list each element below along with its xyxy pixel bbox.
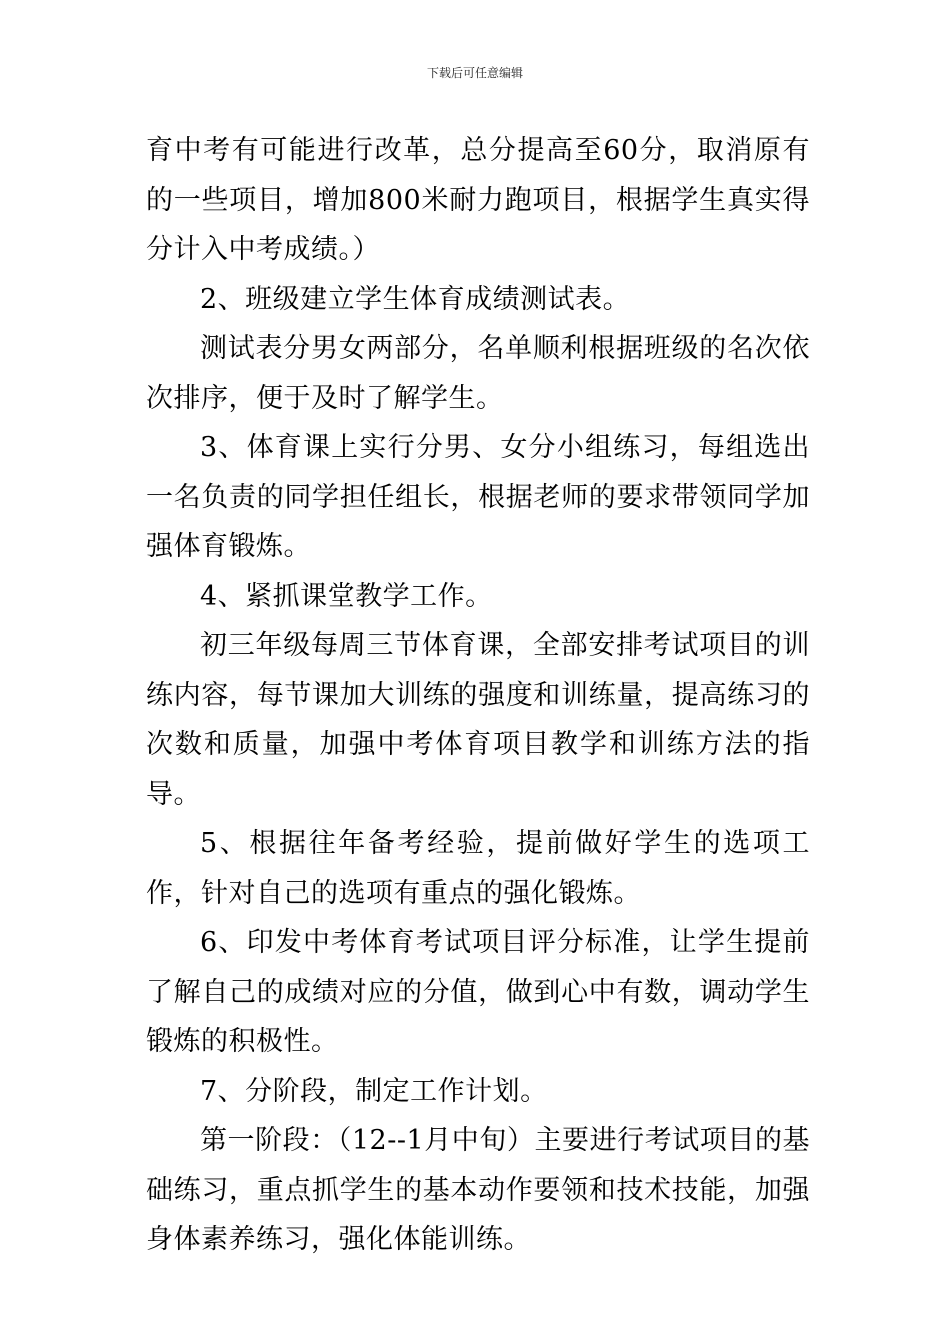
page-header: 下载后可任意编辑: [426, 66, 523, 80]
paragraph-item-2: 2、班级建立学生体育成绩测试表。: [200, 283, 631, 315]
paragraph-stage-one: 第一阶段：（12--1月中旬）主要进行考试项目的基础练习，重点抓学生的基本动作要领和技术技能，加强身体素养练习，强化体能训练。: [146, 1125, 810, 1255]
paragraph-item-7: 7、分阶段，制定工作计划。: [200, 1075, 548, 1107]
paragraph-item-4: 4、紧抓课堂教学工作。: [200, 580, 493, 612]
paragraph-item-2-detail: 测试表分男女两部分，名单顺利根据班级的名次依次排序，便于及时了解学生。: [146, 333, 810, 414]
paragraph-item-4-detail: 初三年级每周三节体育课，全部安排考试项目的训练内容，每节课加大训练的强度和训练量，提高练习的次数和质量，加强中考体育项目教学和训练方法的指导。: [146, 630, 810, 810]
paragraph-item-6: 6、印发中考体育考试项目评分标准，让学生提前了解自己的成绩对应的分值，做到心中有数，调动学生锻炼的积极性。: [146, 927, 810, 1057]
paragraph-continuation: 育中考有可能进行改革，总分提高至60分，取消原有的一些项目，增加800米耐力跑项目，根据学生真实得分计入中考成绩。）: [146, 135, 810, 265]
paragraph-item-3: 3、体育课上实行分男、女分小组练习，每组选出一名负责的同学担任组长，根据老师的要求带领同学加强体育锻炼。: [146, 432, 810, 562]
document-body: [146, 126, 810, 1265]
paragraph-item-5: 5、根据往年备考经验，提前做好学生的选项工作，针对自己的选项有重点的强化锻炼。: [146, 828, 810, 909]
